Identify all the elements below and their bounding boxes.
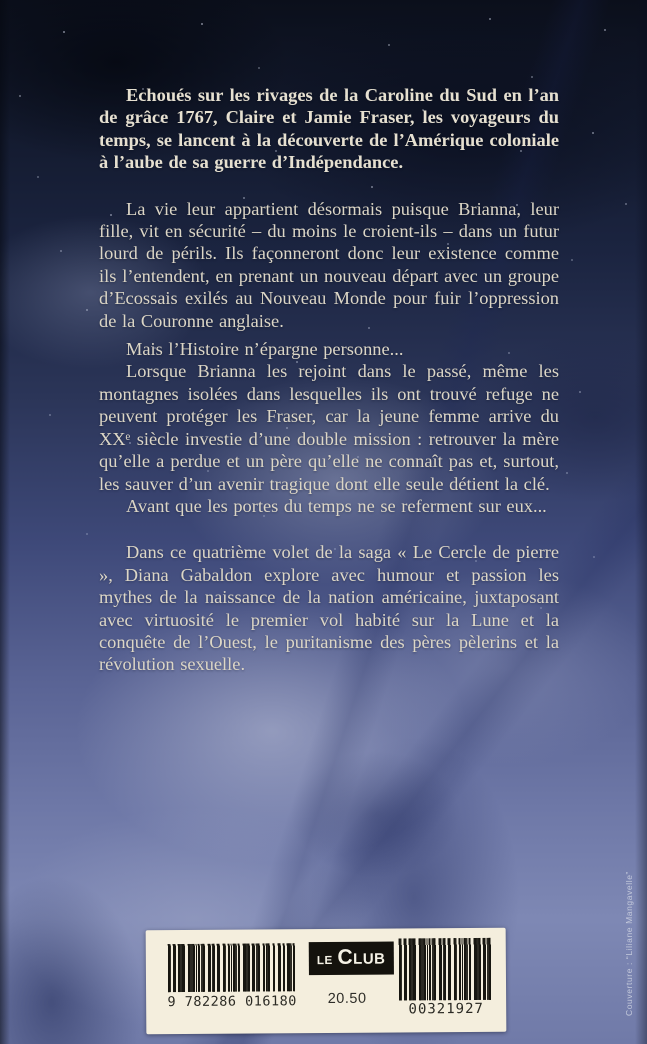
le-club-logo-club: CLUB <box>337 945 386 969</box>
synopsis-paragraph-6: Dans ce quatrième volet de la saga « Le Cercle de pierre », Diana Gabaldon explore avec humour et passion les mythes de la naissance de la nation américaine, juxtaposant avec virtuosité le premier vol habité sur la Lune et la conquête de l’Ouest, le puritanisme des pères pèlerins et la révolution sexuelle. <box>99 542 559 675</box>
synopsis-paragraph-intro: Echoués sur les rivages de la Caroline du Sud en l’an de grâce 1767, Claire et Jamie Fraser, les voyageurs du temps, se lancent à la découverte de l’Amérique coloniale à l’aube de sa guerre d’Indépendance. <box>99 85 559 173</box>
synopsis-paragraph-3: Mais l’Histoire n’épargne personne... <box>126 339 404 360</box>
isbn-number: 9 782286 016180 <box>167 993 297 1011</box>
isbn-barcode <box>168 943 296 992</box>
le-club-logo <box>309 942 394 976</box>
star-speckles-decoration <box>0 0 2 2</box>
synopsis-text-block <box>99 84 559 676</box>
synopsis-paragraph-4: Lorsque Brianna les rejoint dans le passé, même les montagnes isolées dans lesquelles ils ont trouvé refuge ne peuvent protéger les Fraser, car la jeune femme arrive du XXᵉ siècle investie d’une double mission : retrouver la mère qu’elle a perdue et un père qu’elle ne connaît pas et, surtout, les sauver d’un avenir tragique dont elle seule détient la clé. <box>99 361 559 494</box>
synopsis-paragraph-2: La vie leur appartient désormais puisque Brianna, leur fille, vit en sécurité – du moins le croient-ils – dans un futur lourd de périls. Ils façonneront donc leur existence comme ils l’entendent, en prenant un nouveau départ avec un groupe d’Ecossais exilés au Nouveau Monde pour fuir l’oppression de la Couronne anglaise. <box>99 198 559 331</box>
le-club-logo-le: LE <box>316 953 333 968</box>
price-sticker <box>146 928 507 1035</box>
club-barcode <box>399 938 493 1001</box>
price-value: 20.50 <box>327 990 367 1007</box>
synopsis-paragraph-5: Avant que les portes du temps ne se referment sur eux... <box>126 495 547 516</box>
cover-credit-text: Couverture : “Liliane Mangavelle” <box>624 870 634 1016</box>
club-barcode-number: 00321927 <box>408 1000 484 1018</box>
